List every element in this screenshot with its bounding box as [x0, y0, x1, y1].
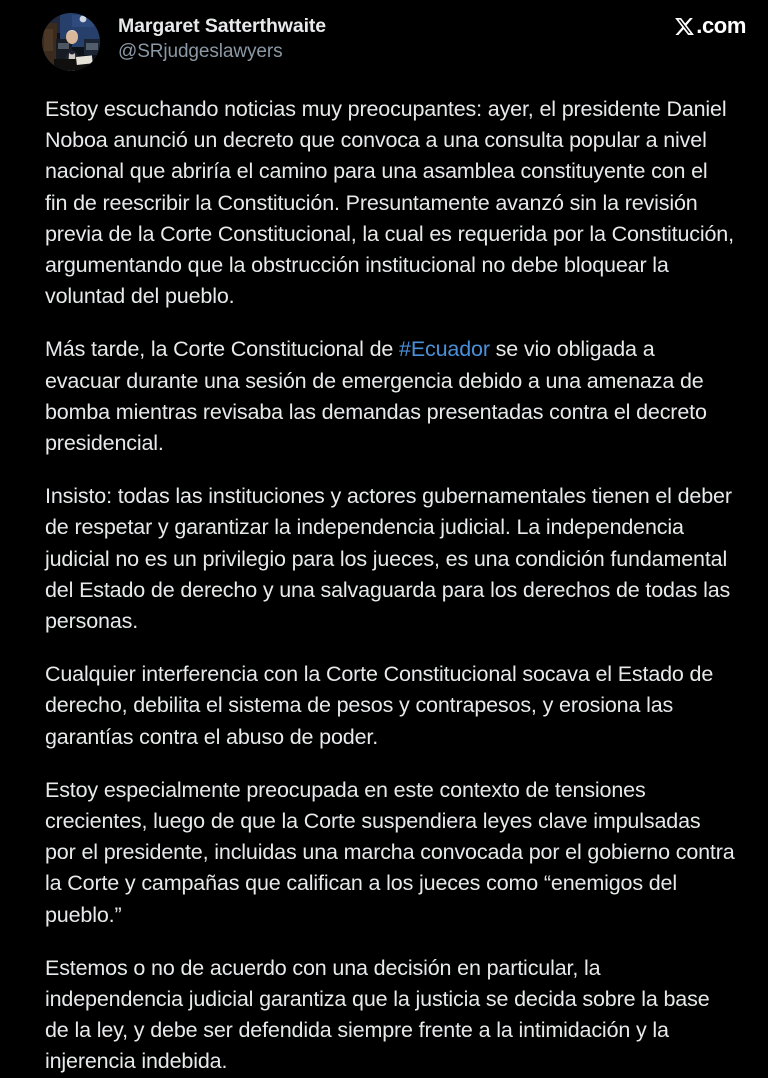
- x-logo-icon: [674, 16, 695, 37]
- avatar-photo: [42, 13, 100, 71]
- post-paragraph: Estemos o no de acuerdo con una decisión en particular, la independencia judicial garantiza que la justicia se decida sobre la base de la ley, y debe ser defendida siempre frente a la intimidación y la injerencia indebida.: [45, 955, 710, 1074]
- account-handle: @SRjudgeslawyers: [118, 41, 283, 62]
- post-body: [0, 78, 768, 1078]
- account-identity: [118, 13, 326, 64]
- avatar[interactable]: [42, 13, 100, 71]
- post-paragraph: Insisto: todas las instituciones y actores gubernamentales tienen el deber de respetar y garantizar la independencia judicial. La independencia judicial no es un privilegio para los jueces, es una condición fundamental del Estado de derecho y una salvaguarda para los derechos de todas las personas.: [45, 484, 732, 634]
- paragraph-text-before-hashtag: Más tarde, la Corte Constitucional de: [45, 337, 400, 362]
- post-header: [0, 0, 768, 78]
- display-name: Margaret Satterthwaite: [118, 15, 327, 37]
- paragraph-text-after-hashtag: se vio obligada a evacuar durante una sesión de emergencia debido a una amenaza de bomba mientras revisaba las demandas presentadas contra el decreto presidencial.: [45, 337, 707, 456]
- brand-watermark: [674, 15, 746, 37]
- hashtag-link-ecuador[interactable]: #Ecuador: [399, 337, 490, 362]
- post-paragraph: Estoy escuchando noticias muy preocupantes: ayer, el presidente Daniel Noboa anunció un decreto que convoca a una consulta popular a nivel nacional que abriría el camino para una asamblea constituyente con el fin de reescribir la Constitución. Presuntamente avanzó sin la revisión previa de la Corte Constitucional, la cual es requerida por la Constitución, argumentando que la obstrucción institucional no debe bloquear la voluntad del pueblo.: [45, 97, 734, 309]
- brand-tld-label: .com: [696, 13, 746, 38]
- post-paragraph: Estoy especialmente preocupada en este contexto de tensiones crecientes, luego de que la Corte suspendiera leyes clave impulsadas por el presidente, incluidas una marcha convocada por el gobierno contra la Corte y campañas que califican a los jueces como “enemigos del pueblo.”: [45, 777, 735, 927]
- post-paragraph: [45, 334, 735, 459]
- post-paragraph: Cualquier interferencia con la Corte Constitucional socava el Estado de derecho, debilita el sistema de pesos y contrapesos, y erosiona las garantías contra el abuso de poder.: [45, 662, 714, 749]
